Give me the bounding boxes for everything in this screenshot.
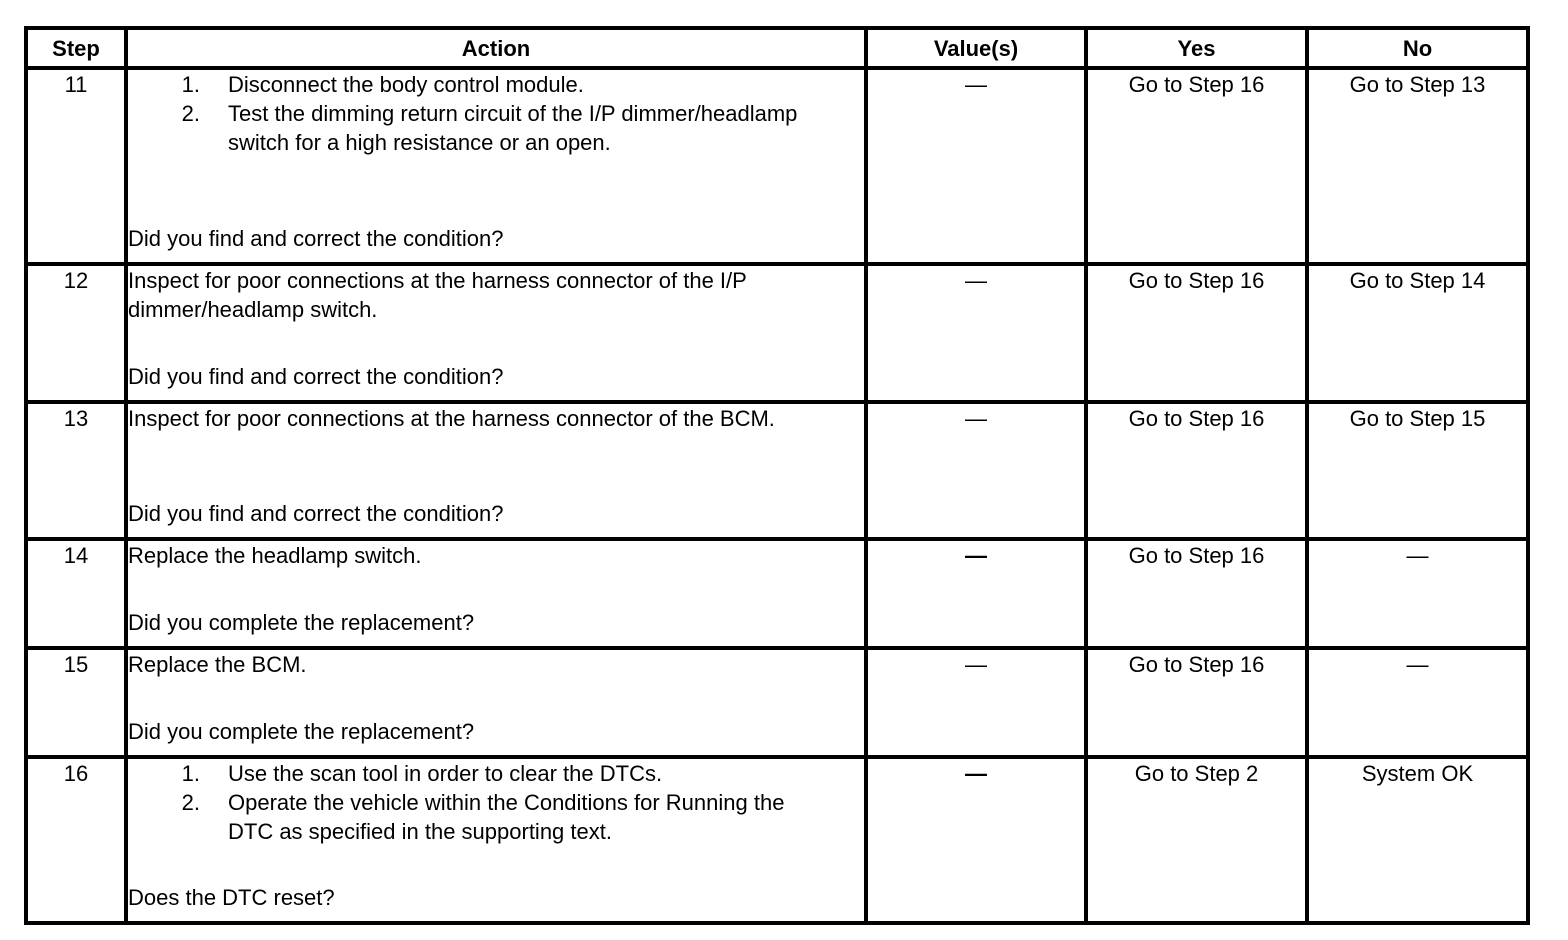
header-row	[26, 28, 1528, 68]
list-text: Disconnect the body control module.	[228, 72, 584, 97]
action-text: Replace the BCM.	[128, 652, 307, 677]
step-number: 12	[26, 264, 126, 402]
action-question: Did you complete the replacement?	[128, 610, 475, 635]
action-question: Does the DTC reset?	[128, 885, 335, 910]
header-action: Action	[126, 28, 866, 68]
table-row	[26, 402, 1528, 539]
action-cell	[126, 648, 866, 757]
list-number: 1.	[181, 761, 200, 786]
yes-cell: Go to Step 16	[1086, 539, 1307, 648]
list-text: Test the dimming return circuit of the I/P dimmer/headlamp switch for a high resistance or an open.	[228, 101, 798, 155]
no-cell: System OK	[1307, 757, 1528, 923]
diagnostic-table	[24, 26, 1530, 925]
step-number: 11	[26, 68, 126, 264]
list-item	[128, 759, 864, 788]
action-text: Inspect for poor connections at the harness connector of the BCM.	[128, 406, 775, 431]
yes-cell: Go to Step 16	[1086, 648, 1307, 757]
value-cell: —	[866, 648, 1086, 757]
action-steps-list	[128, 70, 864, 157]
no-cell: Go to Step 13	[1307, 68, 1528, 264]
table-row	[26, 68, 1528, 264]
value-cell: —	[866, 402, 1086, 539]
step-number: 13	[26, 402, 126, 539]
header-no: No	[1307, 28, 1528, 68]
value-cell: —	[866, 757, 1086, 923]
action-question: Did you find and correct the condition?	[128, 501, 504, 526]
step-number: 16	[26, 757, 126, 923]
action-question: Did you find and correct the condition?	[128, 364, 504, 389]
action-cell	[126, 539, 866, 648]
action-cell	[126, 68, 866, 264]
no-cell: —	[1307, 539, 1528, 648]
table-row	[26, 648, 1528, 757]
list-number: 2.	[181, 790, 200, 815]
list-item	[128, 99, 864, 157]
action-text: Inspect for poor connections at the harness connector of the I/P dimmer/headlamp switch.	[128, 268, 747, 322]
yes-cell: Go to Step 16	[1086, 68, 1307, 264]
table-row	[26, 264, 1528, 402]
header-step: Step	[26, 28, 126, 68]
yes-cell: Go to Step 16	[1086, 264, 1307, 402]
table-row	[26, 757, 1528, 923]
no-cell: Go to Step 14	[1307, 264, 1528, 402]
value-cell: —	[866, 539, 1086, 648]
table-row	[26, 539, 1528, 648]
step-number: 15	[26, 648, 126, 757]
action-text: Replace the headlamp switch.	[128, 543, 422, 568]
no-cell: Go to Step 15	[1307, 402, 1528, 539]
list-text: Use the scan tool in order to clear the DTCs.	[228, 761, 663, 786]
action-steps-list	[128, 759, 864, 846]
action-cell	[126, 264, 866, 402]
yes-cell: Go to Step 16	[1086, 402, 1307, 539]
list-text: Operate the vehicle within the Conditions for Running the DTC as specified in the supporting text.	[228, 790, 785, 844]
value-cell: —	[866, 68, 1086, 264]
no-cell: —	[1307, 648, 1528, 757]
yes-cell: Go to Step 2	[1086, 757, 1307, 923]
header-values: Value(s)	[866, 28, 1086, 68]
header-yes: Yes	[1086, 28, 1307, 68]
list-number: 1.	[181, 72, 200, 97]
action-cell	[126, 402, 866, 539]
action-cell	[126, 757, 866, 923]
action-question: Did you complete the replacement?	[128, 719, 475, 744]
action-question: Did you find and correct the condition?	[128, 226, 504, 251]
value-cell: —	[866, 264, 1086, 402]
list-item	[128, 70, 864, 99]
step-number: 14	[26, 539, 126, 648]
list-number: 2.	[181, 101, 200, 126]
list-item	[128, 788, 864, 846]
